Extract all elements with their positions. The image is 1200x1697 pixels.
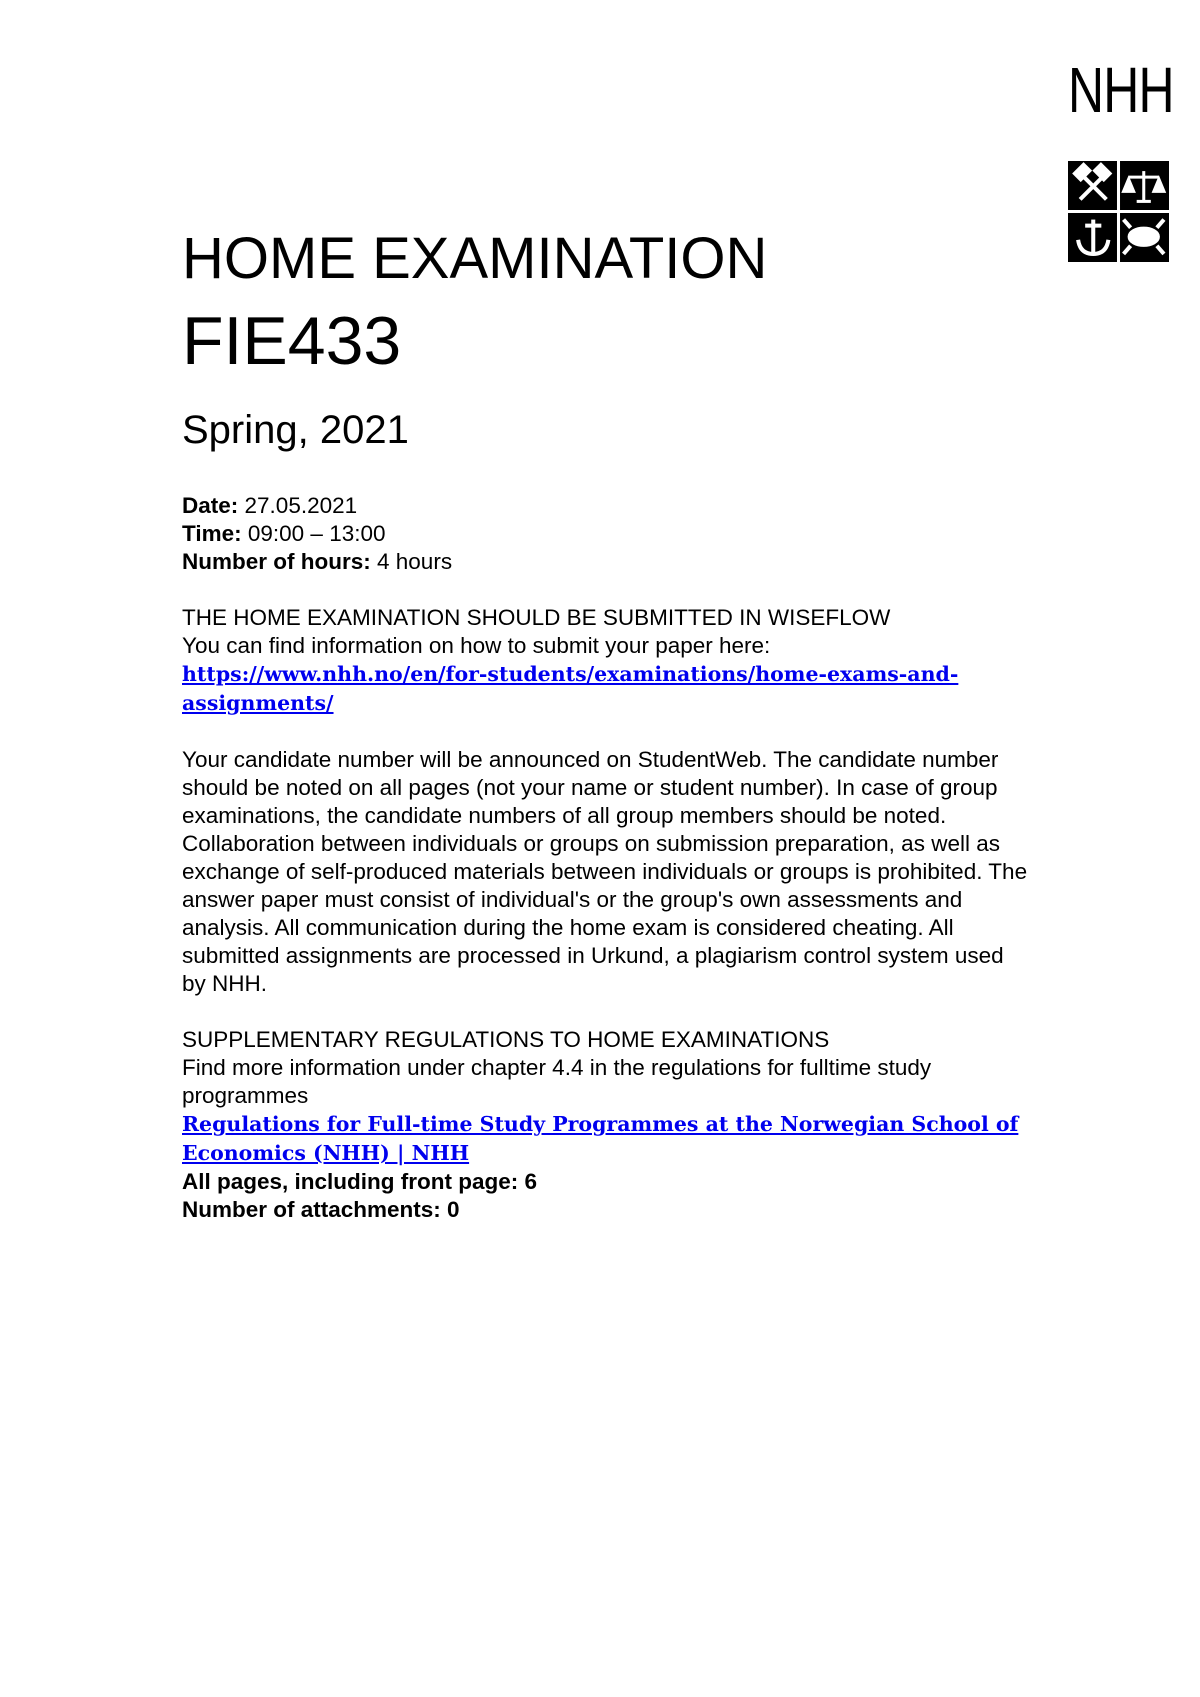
exam-title: HOME EXAMINATION: [182, 226, 768, 291]
date-label: Date:: [182, 493, 239, 518]
submission-info: You can find information on how to submit your paper here:: [182, 633, 771, 658]
hours-label: Number of hours:: [182, 549, 371, 574]
nhh-logo-text: NHH: [1068, 54, 1174, 126]
submission-heading: THE HOME EXAMINATION SHOULD BE SUBMITTED IN WISEFLOW: [182, 605, 891, 630]
time-value: 09:00 – 13:00: [247, 521, 386, 546]
supplementary-heading: SUPPLEMENTARY REGULATIONS TO HOME EXAMINATIONS: [182, 1027, 830, 1052]
hours-value: 4 hours: [377, 549, 453, 574]
page-count: All pages, including front page: 6: [182, 1169, 538, 1194]
nhh-emblem: [1068, 161, 1169, 262]
candidate-paragraph: Your candidate number will be announced on StudentWeb. The candidate number should be noted on all pages (not your name or student number). In case of group examinations, the candidate numbers of all group members should be noted.: [182, 747, 999, 828]
exam-body: [182, 492, 1032, 1224]
semester: Spring, 2021: [182, 408, 409, 452]
course-code: FIE433: [182, 303, 402, 379]
attachment-count: Number of attachments: 0: [182, 1197, 460, 1222]
time-line: [182, 520, 1032, 548]
hours-line: [182, 548, 1032, 576]
supplementary-info: Find more information under chapter 4.4 in the regulations for fulltime study programmes: [182, 1055, 932, 1108]
regulations-link[interactable]: Regulations for Full-time Study Programmes at the Norwegian School of Economics (NHH) | NHH: [182, 1112, 1019, 1165]
home-exams-link[interactable]: https://www.nhh.no/en/for-students/examinations/home-exams-and-assignments/: [182, 662, 959, 715]
date-value: 27.05.2021: [244, 493, 358, 518]
time-label: Time:: [182, 521, 242, 546]
collaboration-paragraph: Collaboration between individuals or groups on submission preparation, as well as exchange of self-produced materials between individuals or groups is prohibited. The answer paper must consist of individual's or the group's own assessments and analysis. All communication during the home exam is considered cheating. All submitted assignments are processed in Urkund, a plagiarism control system used by NHH.: [182, 831, 1028, 996]
date-line: [182, 492, 1032, 520]
